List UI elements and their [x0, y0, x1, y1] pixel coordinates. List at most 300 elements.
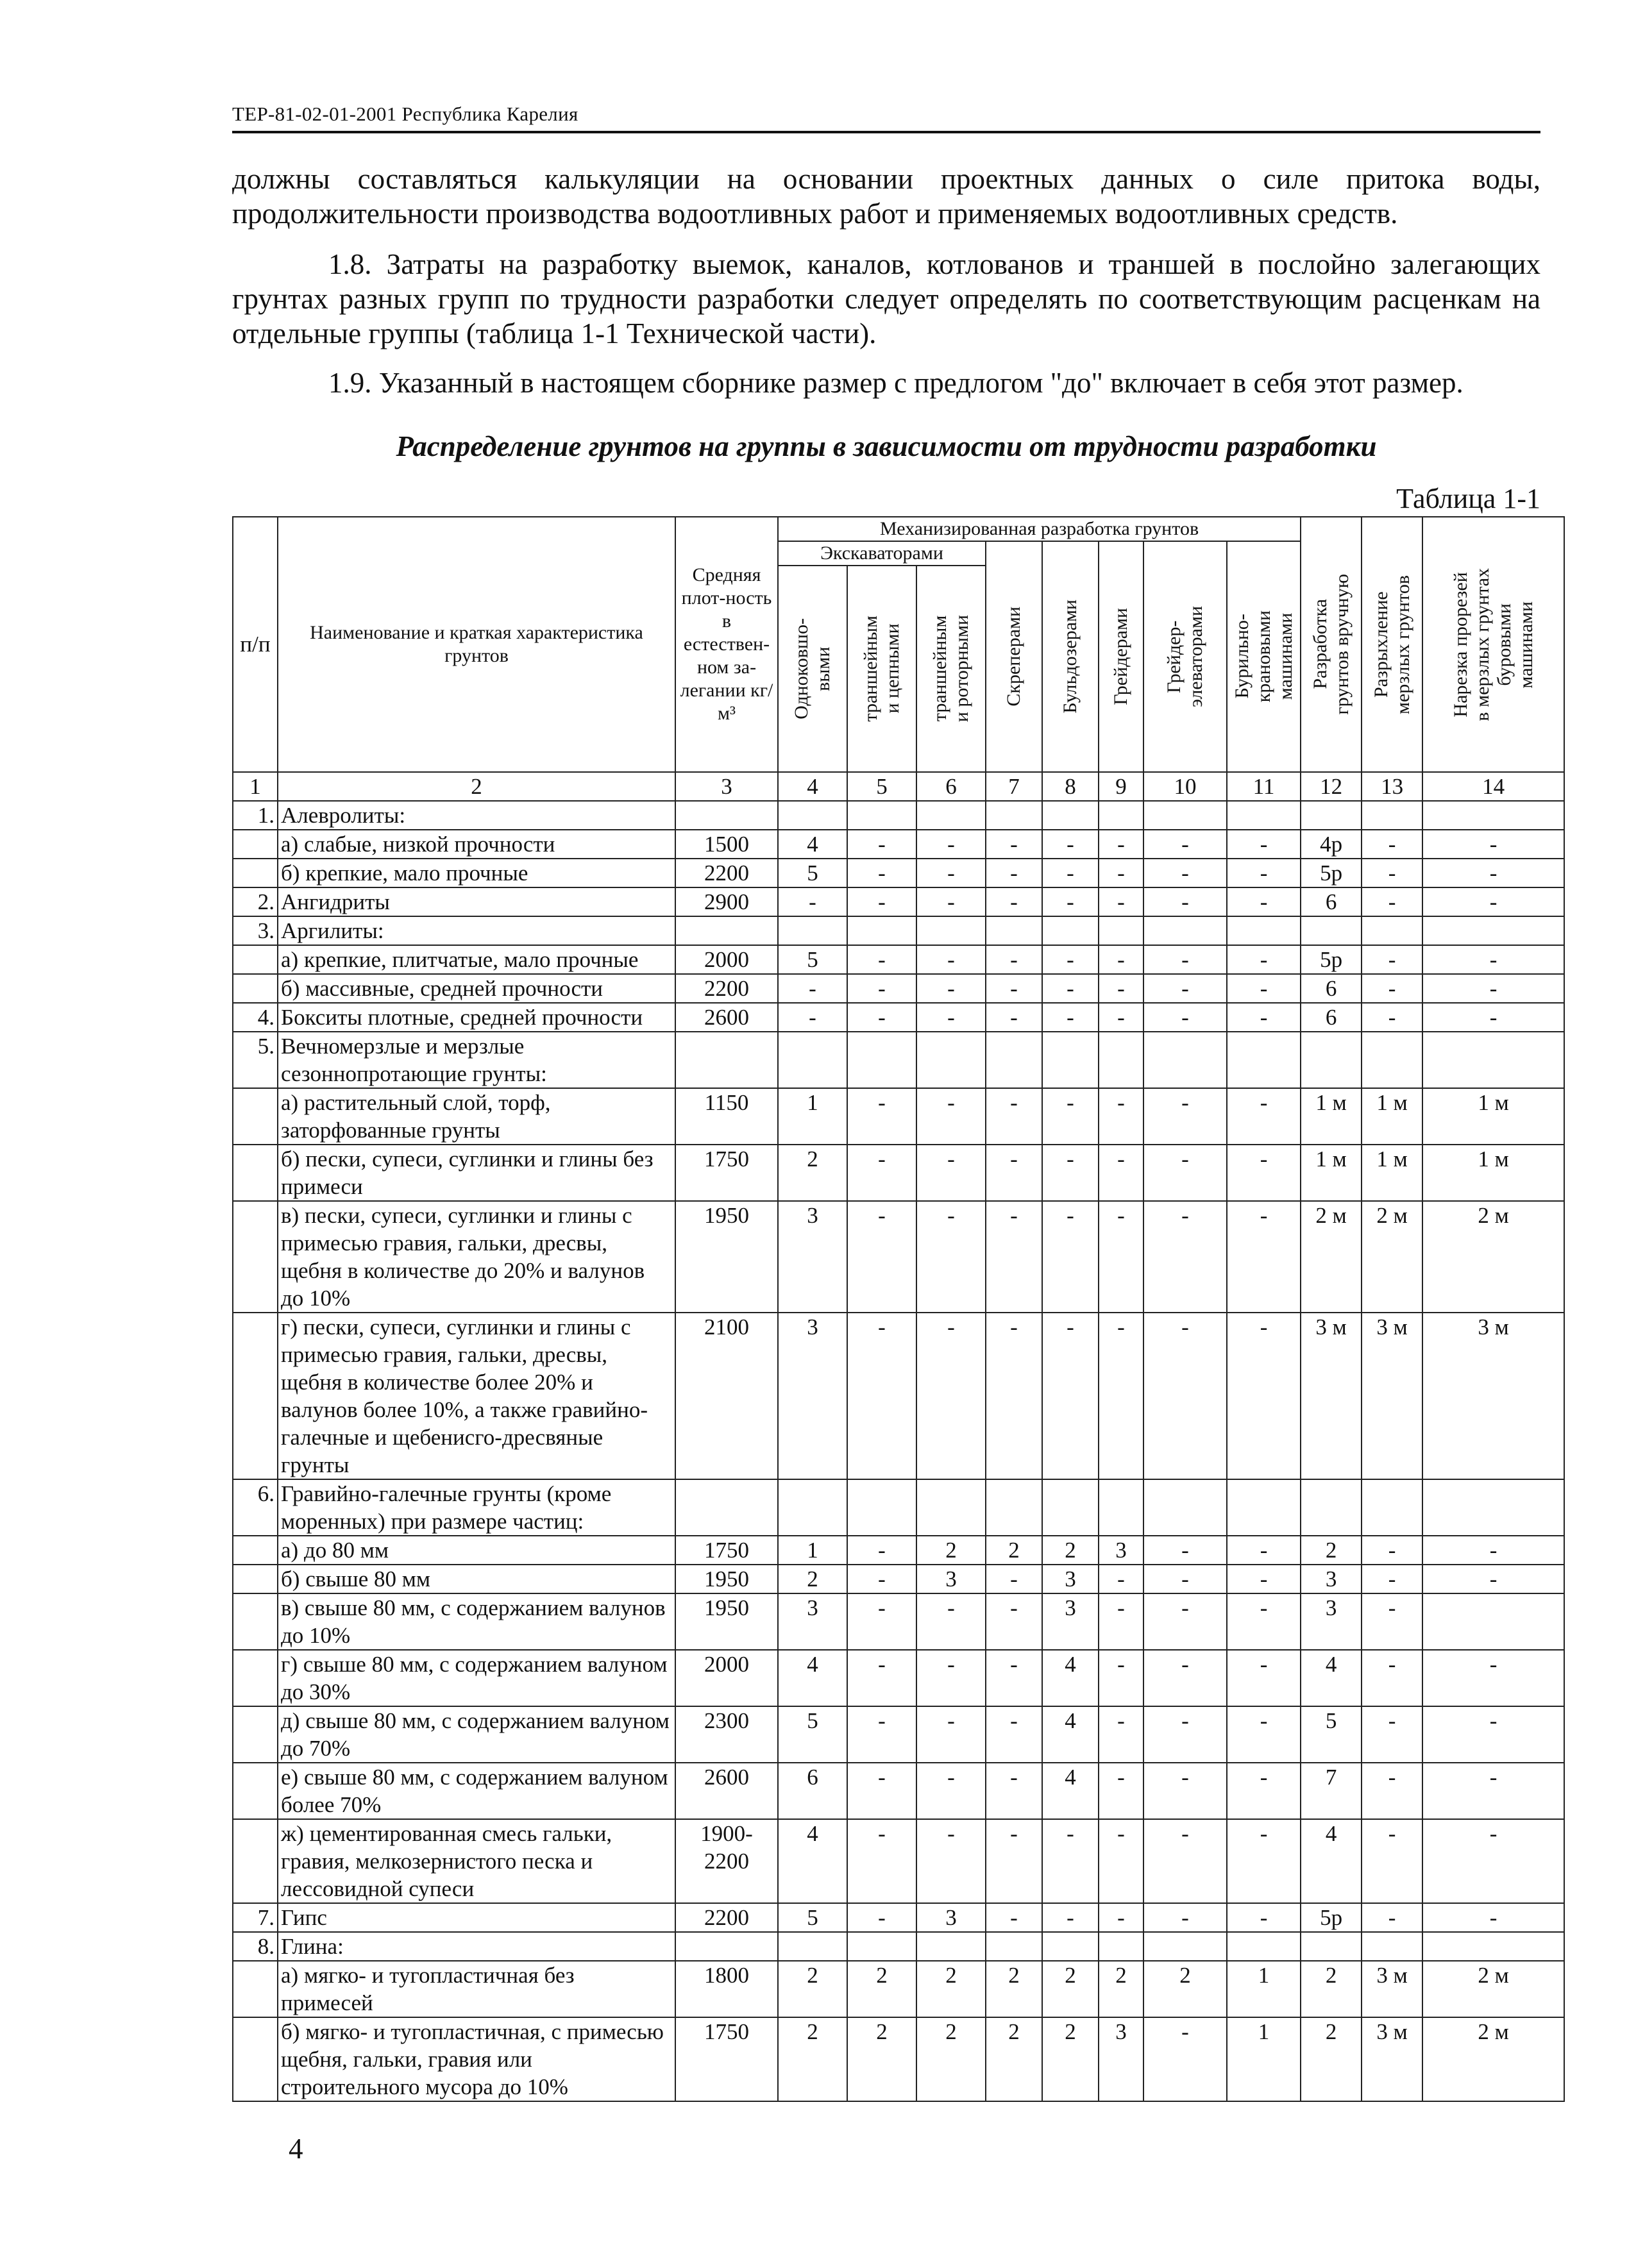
group-value: -: [778, 974, 847, 1003]
soil-name: Гипс: [278, 1903, 675, 1932]
group-value: -: [1422, 887, 1564, 916]
group-value: -: [916, 1003, 986, 1032]
group-value: [1099, 916, 1143, 945]
group-value: -: [986, 974, 1042, 1003]
soil-name: Бокситы плотные, средней прочности: [278, 1003, 675, 1032]
soil-name: Гравийно-галечные грунты (кроме моренных) при размере частиц:: [278, 1479, 675, 1536]
group-value: 2: [778, 1565, 847, 1593]
group-value: -: [847, 974, 916, 1003]
group-value: [847, 1932, 916, 1961]
group-value: -: [916, 1650, 986, 1706]
row-number: [233, 945, 278, 974]
header-c8: Бульдозерами: [1042, 541, 1099, 772]
group-value: -: [1362, 1819, 1422, 1903]
group-value: 4: [1301, 1650, 1362, 1706]
group-value: [1422, 1932, 1564, 1961]
group-value: -: [1143, 945, 1227, 974]
group-value: 2: [847, 1961, 916, 2017]
group-value: -: [847, 1763, 916, 1819]
table-row: [233, 830, 1564, 859]
soil-name: а) растительный слой, торф, заторфованные грунты: [278, 1088, 675, 1145]
density-value: 1750: [675, 1536, 778, 1565]
density-value: [675, 1479, 778, 1536]
group-value: -: [1227, 859, 1301, 887]
group-value: -: [847, 830, 916, 859]
group-value: [1362, 1032, 1422, 1088]
group-value: 2: [1143, 1961, 1227, 2017]
group-value: [1227, 1032, 1301, 1088]
page-number: 4: [289, 2133, 303, 2165]
column-number: 13: [1362, 772, 1422, 801]
group-value: -: [1227, 1763, 1301, 1819]
column-number: 10: [1143, 772, 1227, 801]
column-number: 3: [675, 772, 778, 801]
column-number: 7: [986, 772, 1042, 801]
group-value: 5: [778, 945, 847, 974]
group-value: [778, 1479, 847, 1536]
group-value: -: [1422, 1565, 1564, 1593]
group-value: -: [847, 945, 916, 974]
group-value: [847, 801, 916, 830]
group-value: -: [986, 1593, 1042, 1650]
group-value: -: [1227, 1565, 1301, 1593]
group-value: 2: [1099, 1961, 1143, 2017]
group-value: -: [1362, 859, 1422, 887]
soil-name: в) пески, супеси, суглинки и глины с примесью гравия, гальки, дресвы, щебня в количестве до 20% и валунов до 10%: [278, 1201, 675, 1313]
group-value: 3: [778, 1593, 847, 1650]
group-value: -: [1227, 974, 1301, 1003]
group-value: -: [986, 1565, 1042, 1593]
table-row: [233, 1706, 1564, 1763]
group-value: -: [1042, 1145, 1099, 1201]
group-value: [1362, 1479, 1422, 1536]
group-value: [1042, 801, 1099, 830]
group-value: -: [847, 1650, 916, 1706]
group-value: -: [916, 974, 986, 1003]
header-excavators: Экскаваторами: [778, 541, 986, 566]
group-value: -: [1099, 1313, 1143, 1479]
group-value: -: [847, 1536, 916, 1565]
group-value: [1227, 1932, 1301, 1961]
group-value: -: [916, 1819, 986, 1903]
density-value: 2000: [675, 945, 778, 974]
group-value: 4: [778, 1650, 847, 1706]
table-row: [233, 1313, 1564, 1479]
group-value: -: [1143, 1706, 1227, 1763]
soil-name: б) массивные, средней прочности: [278, 974, 675, 1003]
group-value: -: [1143, 2017, 1227, 2101]
group-value: -: [847, 1819, 916, 1903]
group-value: 5р: [1301, 945, 1362, 974]
soil-name: г) свыше 80 мм, с содержанием валуном до 30%: [278, 1650, 675, 1706]
group-value: -: [1422, 1650, 1564, 1706]
group-value: 1 м: [1362, 1088, 1422, 1145]
group-value: 4: [778, 1819, 847, 1903]
group-value: 3: [778, 1201, 847, 1313]
group-value: -: [1099, 1088, 1143, 1145]
group-value: 3 м: [1362, 2017, 1422, 2101]
group-value: [1227, 1479, 1301, 1536]
group-value: -: [1227, 1650, 1301, 1706]
group-value: 1 м: [1422, 1088, 1564, 1145]
group-value: -: [986, 1763, 1042, 1819]
column-number: 11: [1227, 772, 1301, 801]
group-value: 3: [1099, 1536, 1143, 1565]
group-value: -: [1227, 945, 1301, 974]
soil-name: б) пески, супеси, суглинки и глины без примеси: [278, 1145, 675, 1201]
group-value: [1099, 1479, 1143, 1536]
group-value: [916, 1032, 986, 1088]
row-number: [233, 1088, 278, 1145]
group-value: -: [916, 1313, 986, 1479]
group-value: 1 м: [1362, 1145, 1422, 1201]
group-value: -: [1362, 1593, 1422, 1650]
group-value: -: [986, 1313, 1042, 1479]
group-value: [1227, 916, 1301, 945]
group-value: -: [916, 945, 986, 974]
group-value: [1143, 801, 1227, 830]
group-value: -: [1099, 1593, 1143, 1650]
header-c6: траншейным и роторными: [916, 566, 986, 772]
soil-name: а) крепкие, плитчатые, мало прочные: [278, 945, 675, 974]
column-numbers-row: [233, 772, 1564, 801]
group-value: -: [1143, 1565, 1227, 1593]
group-value: [778, 1932, 847, 1961]
soil-name: в) свыше 80 мм, с содержанием валунов до 10%: [278, 1593, 675, 1650]
group-value: [1099, 801, 1143, 830]
group-value: 2 м: [1422, 1961, 1564, 2017]
group-value: 2: [778, 2017, 847, 2101]
density-value: 2600: [675, 1763, 778, 1819]
group-value: 3: [778, 1313, 847, 1479]
density-value: 1750: [675, 2017, 778, 2101]
group-value: -: [1099, 1706, 1143, 1763]
group-value: 6: [778, 1763, 847, 1819]
density-value: [675, 801, 778, 830]
row-number: [233, 1650, 278, 1706]
header-pp: п/п: [233, 517, 278, 772]
header-c9: Грейдерами: [1099, 541, 1143, 772]
group-value: -: [778, 887, 847, 916]
group-value: [986, 1032, 1042, 1088]
group-value: 3: [1301, 1565, 1362, 1593]
row-number: [233, 1763, 278, 1819]
group-value: 2 м: [1422, 1201, 1564, 1313]
group-value: -: [986, 1706, 1042, 1763]
group-value: -: [916, 1763, 986, 1819]
column-number: 9: [1099, 772, 1143, 801]
group-value: 4р: [1301, 830, 1362, 859]
group-value: 5р: [1301, 859, 1362, 887]
table-row: [233, 1650, 1564, 1706]
group-value: -: [1227, 1536, 1301, 1565]
group-value: [1301, 1932, 1362, 1961]
group-value: -: [1422, 1903, 1564, 1932]
density-value: [675, 916, 778, 945]
group-value: [1143, 1932, 1227, 1961]
group-value: 2: [778, 1961, 847, 2017]
header-c4: Одноковшо- выми: [778, 566, 847, 772]
group-value: [916, 1479, 986, 1536]
group-value: 2: [1301, 1536, 1362, 1565]
group-value: [847, 1032, 916, 1088]
table-row: [233, 1932, 1564, 1961]
soil-name: б) крепкие, мало прочные: [278, 859, 675, 887]
group-value: 1 м: [1422, 1145, 1564, 1201]
group-value: -: [986, 1145, 1042, 1201]
column-number: 1: [233, 772, 278, 801]
group-value: -: [1227, 830, 1301, 859]
group-value: [778, 1032, 847, 1088]
row-number: [233, 1593, 278, 1650]
row-number: [233, 859, 278, 887]
group-value: 7: [1301, 1763, 1362, 1819]
group-value: -: [1042, 859, 1099, 887]
group-value: 2: [986, 2017, 1042, 2101]
soil-name: г) пески, супеси, суглинки и глины с примесью гравия, гальки, дресвы, щебня в количестве более 20% и валунов более 10%, а также гравийно-галечные и щебенисго-дресвяные грунты: [278, 1313, 675, 1479]
density-value: 2000: [675, 1650, 778, 1706]
group-value: -: [1422, 974, 1564, 1003]
group-value: -: [778, 1003, 847, 1032]
group-value: [1042, 1479, 1099, 1536]
group-value: -: [1143, 1003, 1227, 1032]
group-value: -: [1099, 1763, 1143, 1819]
group-value: 5: [778, 859, 847, 887]
group-value: -: [916, 1088, 986, 1145]
group-value: [1422, 1479, 1564, 1536]
table-row: [233, 1763, 1564, 1819]
row-number: [233, 1961, 278, 2017]
group-value: [847, 1479, 916, 1536]
table-row: [233, 2017, 1564, 2101]
row-number: [233, 2017, 278, 2101]
group-value: -: [916, 887, 986, 916]
group-value: -: [986, 1088, 1042, 1145]
column-number: 2: [278, 772, 675, 801]
table-row: [233, 1479, 1564, 1536]
group-value: -: [1143, 1145, 1227, 1201]
group-value: -: [1099, 1145, 1143, 1201]
column-number: 5: [847, 772, 916, 801]
group-value: -: [1042, 1003, 1099, 1032]
row-number: 8.: [233, 1932, 278, 1961]
group-value: -: [916, 830, 986, 859]
paragraph-intro: должны составляться калькуляции на основании проектных данных о силе притока воды, продолжительности производства водоотливных работ и применяемых водоотливных средств.: [232, 163, 1540, 230]
group-value: 2: [916, 1536, 986, 1565]
group-value: -: [1362, 1565, 1422, 1593]
group-value: [1301, 1032, 1362, 1088]
group-value: [1042, 1932, 1099, 1961]
header-c13: Разрыхление мерзлых грунтов: [1362, 517, 1422, 772]
group-value: -: [986, 1003, 1042, 1032]
group-value: -: [1042, 1903, 1099, 1932]
group-value: -: [1362, 830, 1422, 859]
soil-name: Алевролиты:: [278, 801, 675, 830]
group-value: -: [1362, 945, 1422, 974]
group-value: 6: [1301, 1003, 1362, 1032]
row-number: [233, 1536, 278, 1565]
group-value: 2 м: [1422, 2017, 1564, 2101]
density-value: 2100: [675, 1313, 778, 1479]
group-value: -: [1143, 1593, 1227, 1650]
group-value: 2 м: [1362, 1201, 1422, 1313]
group-value: -: [847, 1593, 916, 1650]
group-value: -: [1099, 830, 1143, 859]
group-value: -: [1099, 859, 1143, 887]
group-value: [1422, 1032, 1564, 1088]
table-row: [233, 1088, 1564, 1145]
density-value: 2900: [675, 887, 778, 916]
group-value: [986, 801, 1042, 830]
group-value: -: [1422, 1536, 1564, 1565]
group-value: -: [1227, 1706, 1301, 1763]
density-value: [675, 1032, 778, 1088]
row-number: [233, 1565, 278, 1593]
group-value: -: [1227, 1088, 1301, 1145]
group-value: 3 м: [1422, 1313, 1564, 1479]
group-value: 6: [1301, 887, 1362, 916]
group-value: -: [847, 1003, 916, 1032]
table-row: [233, 1536, 1564, 1565]
density-value: 2200: [675, 1903, 778, 1932]
group-value: -: [1042, 1819, 1099, 1903]
group-value: 2: [1042, 1961, 1099, 2017]
group-value: [1143, 1032, 1227, 1088]
group-value: -: [1042, 1313, 1099, 1479]
group-value: 1 м: [1301, 1145, 1362, 1201]
group-value: -: [1099, 1903, 1143, 1932]
group-value: -: [1362, 1903, 1422, 1932]
soil-name: б) свыше 80 мм: [278, 1565, 675, 1593]
table-title: Распределение грунтов на группы в зависимости от трудности разработки: [396, 430, 1377, 462]
group-value: -: [986, 1903, 1042, 1932]
group-value: -: [916, 1145, 986, 1201]
group-value: -: [1422, 945, 1564, 974]
group-value: [1042, 916, 1099, 945]
group-value: [1422, 801, 1564, 830]
group-value: 2: [986, 1536, 1042, 1565]
group-value: -: [1099, 1565, 1143, 1593]
row-number: 4.: [233, 1003, 278, 1032]
group-value: -: [1143, 1763, 1227, 1819]
table-row: [233, 1032, 1564, 1088]
group-value: 2: [1042, 2017, 1099, 2101]
header-density: Средняя плот-ность в естествен-ном за-легании кг/м³: [675, 517, 778, 772]
group-value: -: [1227, 1819, 1301, 1903]
group-value: -: [1227, 1003, 1301, 1032]
row-number: 7.: [233, 1903, 278, 1932]
density-value: [675, 1932, 778, 1961]
column-number: 4: [778, 772, 847, 801]
group-value: 2: [916, 1961, 986, 2017]
group-value: -: [916, 1201, 986, 1313]
group-value: [986, 1932, 1042, 1961]
row-number: [233, 974, 278, 1003]
density-value: 2600: [675, 1003, 778, 1032]
group-value: -: [847, 1565, 916, 1593]
group-value: -: [847, 887, 916, 916]
table-row: [233, 1819, 1564, 1903]
table-row: [233, 945, 1564, 974]
density-value: 1950: [675, 1201, 778, 1313]
group-value: -: [916, 1706, 986, 1763]
group-value: -: [1362, 974, 1422, 1003]
row-number: 1.: [233, 801, 278, 830]
table-row: [233, 859, 1564, 887]
header-c10: Грейдер- элеваторами: [1143, 541, 1227, 772]
group-value: -: [916, 859, 986, 887]
row-number: [233, 1313, 278, 1479]
group-value: 3: [1099, 2017, 1143, 2101]
group-value: [778, 801, 847, 830]
group-value: [1227, 801, 1301, 830]
group-value: 3 м: [1362, 1961, 1422, 2017]
soil-name: д) свыше 80 мм, с содержанием валуном до 70%: [278, 1706, 675, 1763]
group-value: 2: [1301, 1961, 1362, 2017]
group-value: 3: [916, 1903, 986, 1932]
group-value: -: [1227, 1201, 1301, 1313]
group-value: 2: [1301, 2017, 1362, 2101]
group-value: -: [1227, 1145, 1301, 1201]
group-value: -: [986, 1819, 1042, 1903]
group-value: -: [847, 1903, 916, 1932]
soil-name: б) мягко- и тугопластичная, с примесью щебня, гальки, гравия или строительного мусора до 10%: [278, 2017, 675, 2101]
group-value: [778, 916, 847, 945]
group-value: -: [1099, 887, 1143, 916]
group-value: [1301, 801, 1362, 830]
row-number: 5.: [233, 1032, 278, 1088]
group-value: 2: [847, 2017, 916, 2101]
group-value: -: [1422, 1763, 1564, 1819]
group-value: -: [986, 945, 1042, 974]
group-value: 3 м: [1301, 1313, 1362, 1479]
group-value: -: [1042, 1201, 1099, 1313]
group-value: 4: [1042, 1706, 1099, 1763]
group-value: -: [1422, 1819, 1564, 1903]
group-value: -: [986, 859, 1042, 887]
soil-name: Глина:: [278, 1932, 675, 1961]
paragraph-1-9: 1.9. Указанный в настоящем сборнике размер с предлогом "до" включает в себя этот размер.: [328, 367, 1464, 399]
group-value: -: [1143, 974, 1227, 1003]
group-value: 3 м: [1362, 1313, 1422, 1479]
group-value: 1: [1227, 2017, 1301, 2101]
density-value: 2200: [675, 859, 778, 887]
group-value: -: [986, 1650, 1042, 1706]
group-value: [1301, 916, 1362, 945]
group-value: -: [847, 1706, 916, 1763]
paragraph-1-8: 1.8. Затраты на разработку выемок, каналов, котлованов и траншей в послойно залегающих грунтах разных групп по трудности разработки следует определять по соответствующим расценкам на отдельные группы (таблица 1-1 Технической части).: [232, 248, 1540, 349]
row-number: [233, 1706, 278, 1763]
density-value: 1500: [675, 830, 778, 859]
document-header: ТЕР-81-02-01-2001 Республика Карелия: [232, 103, 1540, 133]
soil-name: Аргилиты:: [278, 916, 675, 945]
group-value: -: [1227, 1313, 1301, 1479]
group-value: -: [1143, 859, 1227, 887]
group-value: 2: [916, 2017, 986, 2101]
group-value: 5: [1301, 1706, 1362, 1763]
group-value: -: [847, 1145, 916, 1201]
group-value: -: [1227, 1903, 1301, 1932]
column-number: 12: [1301, 772, 1362, 801]
group-value: [1362, 1932, 1422, 1961]
table-number: Таблица 1-1: [1396, 483, 1540, 514]
group-value: -: [1362, 1003, 1422, 1032]
density-value: 1750: [675, 1145, 778, 1201]
group-value: -: [1099, 1201, 1143, 1313]
group-value: -: [916, 1593, 986, 1650]
group-value: -: [986, 887, 1042, 916]
group-value: 1: [1227, 1961, 1301, 2017]
